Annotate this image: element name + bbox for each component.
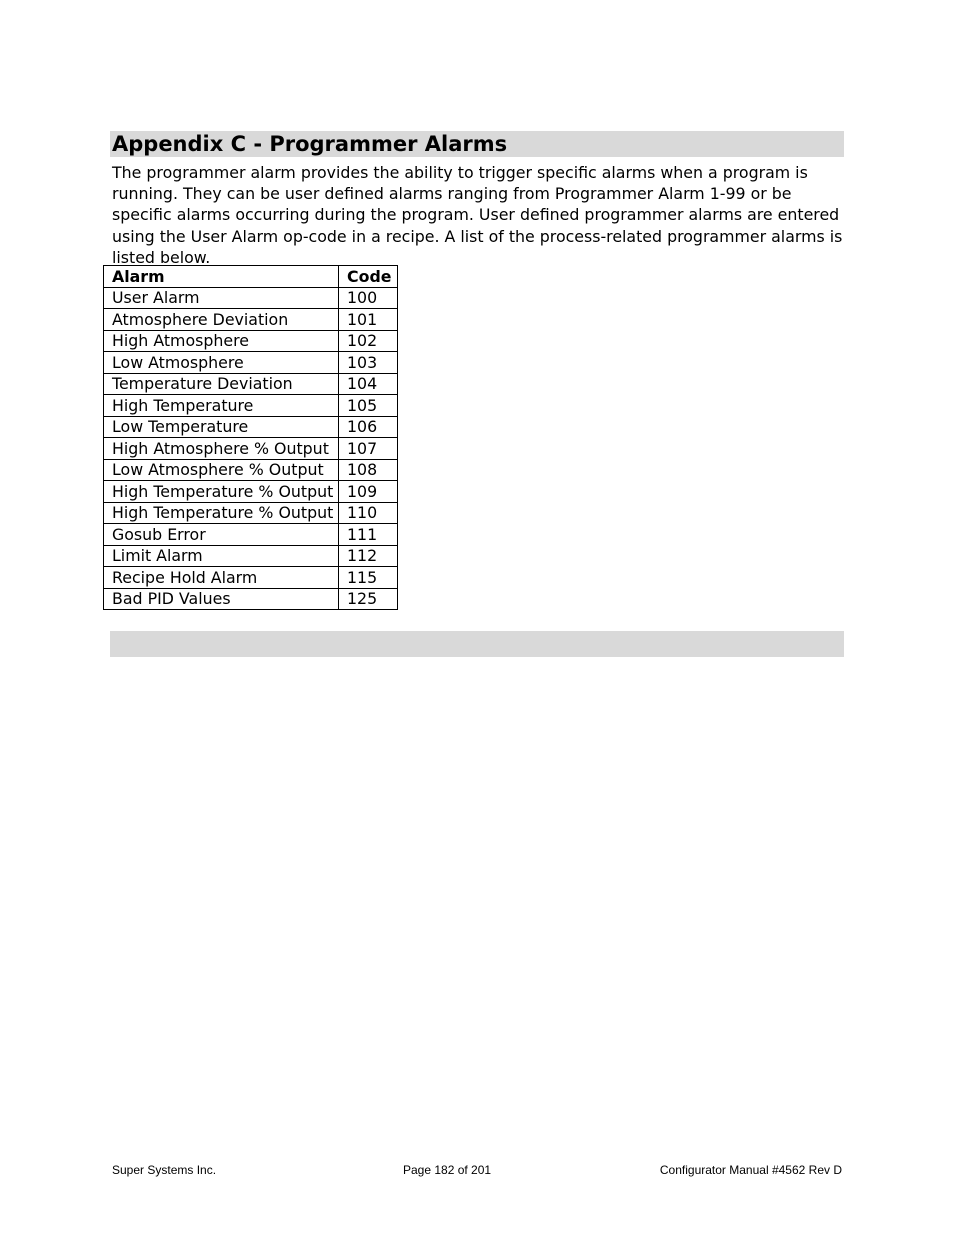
section-title: Appendix C - Programmer Alarms — [112, 132, 508, 156]
alarm-name-cell: Bad PID Values — [104, 588, 339, 610]
alarm-code-cell: 100 — [339, 287, 398, 309]
alarm-code-cell: 111 — [339, 524, 398, 546]
table-row — [104, 330, 398, 352]
alarm-code-cell: 103 — [339, 352, 398, 374]
alarm-code-cell: 109 — [339, 481, 398, 503]
footer-company: Super Systems Inc. — [112, 1163, 217, 1177]
table-row — [104, 524, 398, 546]
section-heading-bar — [110, 131, 844, 157]
alarm-name-cell: High Atmosphere — [104, 330, 339, 352]
alarm-code-cell: 104 — [339, 373, 398, 395]
alarm-name-cell: Recipe Hold Alarm — [104, 567, 339, 589]
alarm-name-cell: Low Atmosphere — [104, 352, 339, 374]
alarm-code-cell: 102 — [339, 330, 398, 352]
alarm-name-cell: Low Temperature — [104, 416, 339, 438]
table-row — [104, 459, 398, 481]
alarm-code-cell: 107 — [339, 438, 398, 460]
table-row — [104, 373, 398, 395]
alarm-code-cell: 115 — [339, 567, 398, 589]
intro-paragraph: The programmer alarm provides the ability to trigger specific alarms when a program is running. They can be user defined alarms ranging from Programmer Alarm 1-99 or be specific alarms occurring during the program. User defined programmer alarms are entered using the User Alarm op-code in a recipe. A list of the process-related programmer alarms is listed below. — [112, 163, 843, 267]
footer-page-number: Page 182 of 201 — [403, 1163, 492, 1177]
alarm-code-cell: 105 — [339, 395, 398, 417]
alarm-name-cell: High Atmosphere % Output — [104, 438, 339, 460]
table-row — [104, 352, 398, 374]
table-row — [104, 588, 398, 610]
alarm-name-cell: High Temperature % Output — [104, 502, 339, 524]
alarm-code-cell: 106 — [339, 416, 398, 438]
table-row — [104, 438, 398, 460]
table-header-row — [104, 266, 398, 288]
alarm-name-cell: Temperature Deviation — [104, 373, 339, 395]
alarm-name-cell: Gosub Error — [104, 524, 339, 546]
alarm-name-cell: Atmosphere Deviation — [104, 309, 339, 331]
table-row — [104, 567, 398, 589]
alarm-name-cell: High Temperature — [104, 395, 339, 417]
alarm-table — [103, 265, 398, 610]
table-row — [104, 416, 398, 438]
table-row — [104, 309, 398, 331]
alarm-name-cell: High Temperature % Output — [104, 481, 339, 503]
table-row — [104, 545, 398, 567]
alarm-code-cell: 112 — [339, 545, 398, 567]
footer-manual-id: Configurator Manual #4562 Rev D — [659, 1163, 842, 1177]
column-header-alarm: Alarm — [104, 266, 339, 288]
blank-heading-bar — [110, 631, 844, 657]
alarm-code-cell: 108 — [339, 459, 398, 481]
alarm-name-cell: User Alarm — [104, 287, 339, 309]
alarm-name-cell: Low Atmosphere % Output — [104, 459, 339, 481]
alarm-code-cell: 110 — [339, 502, 398, 524]
column-header-code: Code — [339, 266, 398, 288]
alarm-code-cell: 101 — [339, 309, 398, 331]
alarm-code-cell: 125 — [339, 588, 398, 610]
alarm-name-cell: Limit Alarm — [104, 545, 339, 567]
table-row — [104, 481, 398, 503]
table-row — [104, 287, 398, 309]
alarm-table-body — [104, 287, 398, 610]
table-row — [104, 395, 398, 417]
table-row — [104, 502, 398, 524]
